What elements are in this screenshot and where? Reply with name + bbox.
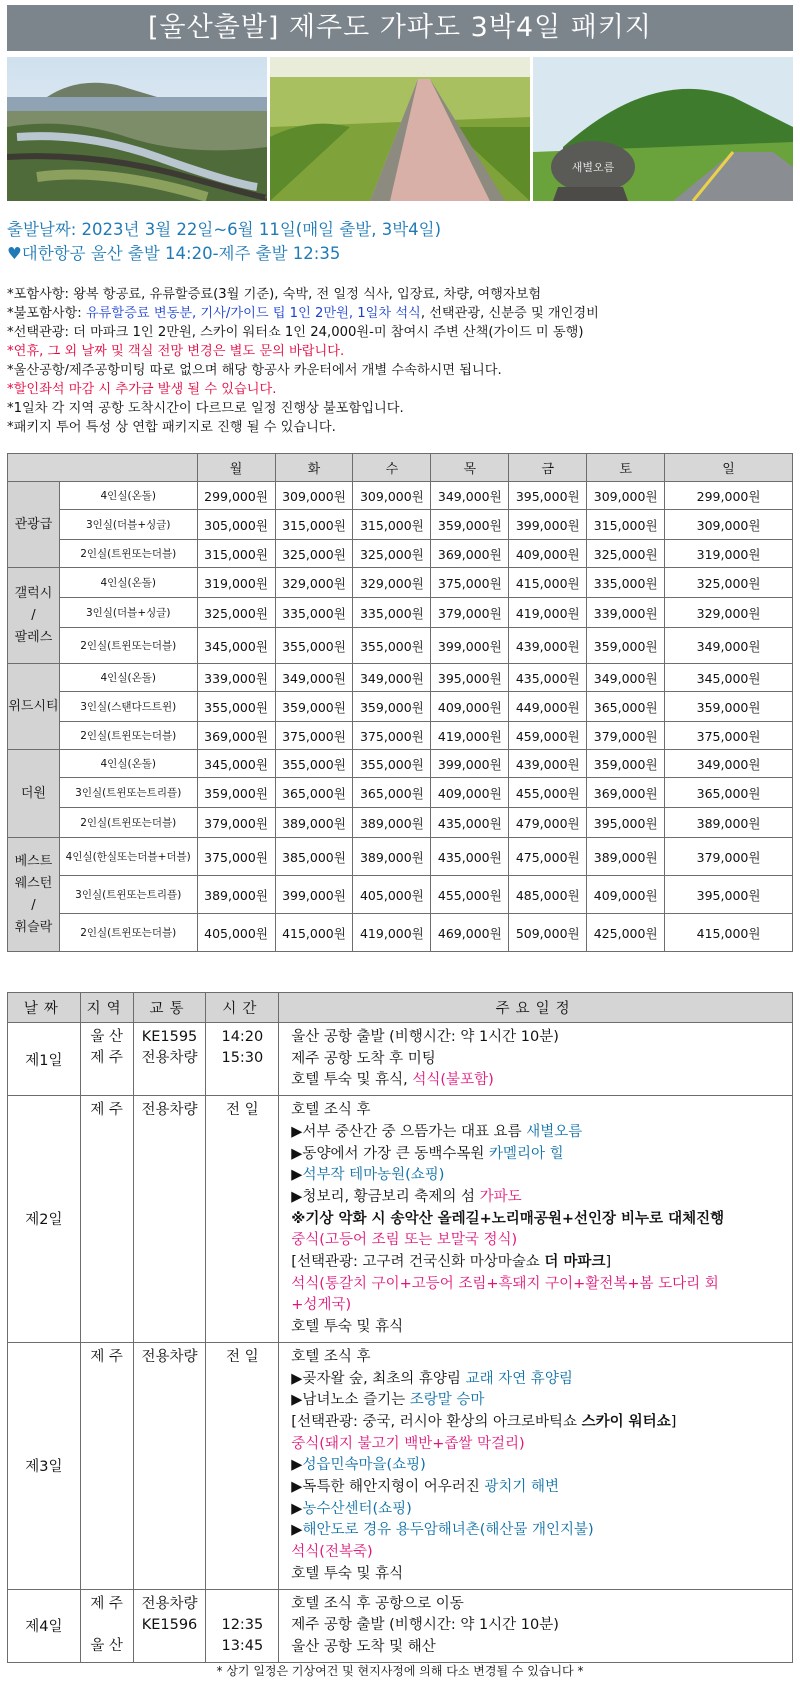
saebyeol-oreum-photo: [533, 57, 793, 201]
price-cell: 325,000원: [587, 540, 665, 568]
hotel-group-text: 갤럭시 / 팔레스: [14, 585, 53, 645]
itinerary-line: [291, 1477, 786, 1499]
price-cell: 389,000원: [587, 838, 665, 876]
price-cell: 369,000원: [431, 540, 509, 568]
price-cell: 395,000원: [431, 664, 509, 692]
room-type: 3인실(스탠다드트윈): [59, 692, 197, 722]
itinerary-text: 농수산센터(쇼핑): [302, 1500, 412, 1517]
note-excluded-prefix: *불포함사항:: [7, 306, 86, 321]
itinerary-line: [291, 1564, 786, 1586]
price-cell: 329,000원: [275, 568, 353, 598]
itinerary-text: 석식(불포함): [412, 1072, 494, 1089]
price-cell: 379,000원: [197, 808, 275, 838]
price-cell: 375,000원: [665, 722, 793, 750]
itinerary-text: 더 마파크: [544, 1254, 606, 1271]
itinerary-text: 조랑말 승마: [409, 1392, 485, 1409]
price-cell: 399,000원: [509, 510, 587, 540]
region-cell-text: 제 주 울 산: [90, 1595, 123, 1654]
price-cell: 375,000원: [353, 722, 431, 750]
price-cell: 349,000원: [275, 664, 353, 692]
price-cell: 389,000원: [353, 838, 431, 876]
day-label: [8, 1096, 81, 1343]
price-cell: 309,000원: [353, 482, 431, 510]
day-label: [8, 1589, 81, 1662]
room-type: 3인실(트윈또는트리플): [59, 876, 197, 914]
room-type: 4인실(온돌): [59, 482, 197, 510]
transport-cell-text: 전용차량 KE1596: [141, 1595, 198, 1633]
price-cell: 345,000원: [665, 664, 793, 692]
itinerary-text: 호텔 투숙 및 휴식: [291, 1565, 404, 1582]
itinerary-text: ▶청보리, 황금보리 축제의 섬: [291, 1188, 480, 1205]
itinerary-text: ▶: [291, 1500, 303, 1517]
seongsan-coast-photo: [7, 57, 267, 201]
room-type: 2인실(트윈또는더블): [59, 628, 197, 664]
price-cell: 335,000원: [353, 598, 431, 628]
time-cell-text: 14:20 15:30: [221, 1029, 264, 1066]
price-cell: 359,000원: [353, 692, 431, 722]
price-cell: 349,000원: [431, 482, 509, 510]
departure-info: [7, 218, 441, 266]
hotel-group-label: [8, 568, 60, 664]
itinerary-text: 호텔 조식 후 공항으로 이동: [291, 1595, 464, 1612]
gapado-path-photo: [270, 57, 530, 201]
price-row: [8, 664, 793, 692]
itinerary-line: [291, 1434, 786, 1456]
price-cell: 379,000원: [431, 598, 509, 628]
time-cell: [206, 1023, 279, 1096]
region-cell: [80, 1096, 133, 1343]
weekday-header: 수: [353, 454, 431, 482]
price-cell: 435,000원: [509, 664, 587, 692]
itinerary-text: [선택관광: 중국, 러시아 환상의 아크로바틱쇼: [291, 1413, 582, 1430]
price-cell: 329,000원: [353, 568, 431, 598]
itinerary-text: 석부작 테마농원(쇼핑): [302, 1167, 445, 1184]
itinerary-text: ]: [670, 1413, 677, 1430]
price-cell: 349,000원: [587, 664, 665, 692]
time-cell-text: 12:35 13:45: [221, 1616, 264, 1654]
price-cell: 455,000원: [431, 876, 509, 914]
time-cell: [206, 1096, 279, 1343]
hotel-group-label: [8, 838, 60, 952]
price-cell: 419,000원: [509, 598, 587, 628]
itinerary-text: ▶: [291, 1167, 303, 1184]
photo-strip: [7, 57, 793, 201]
itinerary-text: 중식(고등어 조림 또는 보말국 정식): [291, 1232, 518, 1249]
itinerary-text: ▶동양에서 가장 큰 동백수목원: [291, 1145, 489, 1162]
price-cell: 355,000원: [353, 628, 431, 664]
price-cell: 355,000원: [275, 628, 353, 664]
price-cell: 309,000원: [665, 510, 793, 540]
region-cell: [80, 1342, 133, 1589]
price-cell: 479,000원: [509, 808, 587, 838]
itinerary-text: 교래 자연 휴양림: [465, 1370, 573, 1387]
itinerary-text: 가파도: [479, 1188, 522, 1205]
price-cell: 359,000원: [587, 628, 665, 664]
price-cell: 449,000원: [509, 692, 587, 722]
transport-cell: [133, 1342, 206, 1589]
itinerary-text: 제주 공항 출발 (비행시간: 약 1시간 10분): [291, 1617, 559, 1634]
weekday-header: 화: [275, 454, 353, 482]
price-row: [8, 750, 793, 778]
price-cell: 339,000원: [587, 598, 665, 628]
itinerary-text: 석식(통갈치 구이+고등어 조림+흑돼지 구이+활전복+봄 도다리 회: [291, 1275, 719, 1292]
time-cell: [206, 1342, 279, 1589]
page-title: [울산출발] 제주도 가파도 3박4일 패키지: [7, 5, 793, 51]
note-arrival: *1일차 각 지역 공항 도착시간이 다르므로 일정 진행상 불포함입니다.: [7, 401, 404, 416]
itinerary-text: ▶: [291, 1522, 303, 1539]
price-cell: 319,000원: [665, 540, 793, 568]
price-cell: 409,000원: [431, 692, 509, 722]
note-excluded: [7, 304, 793, 323]
note-excluded-suffix: , 선택관광, 신분증 및 개인경비: [420, 306, 599, 321]
itinerary-line: [291, 1165, 786, 1187]
weekday-header: 목: [431, 454, 509, 482]
hotel-group-label: [8, 482, 60, 568]
price-cell: 299,000원: [197, 482, 275, 510]
itinerary-line: [291, 1594, 786, 1616]
room-type: 3인실(더블+싱글): [59, 598, 197, 628]
time-cell-text: 전 일: [226, 1348, 259, 1365]
price-cell: 359,000원: [431, 510, 509, 540]
price-cell: 325,000원: [353, 540, 431, 568]
itinerary-line: [291, 1252, 786, 1274]
departure-flight: ♥대한항공 울산 출발 14:20-제주 출발 12:35: [7, 244, 341, 263]
price-row: [8, 808, 793, 838]
note-excluded-highlight: 유류할증료 변동분, 기사/가이드 팁 1인 2만원, 1일차 석식: [85, 306, 421, 321]
region-cell-text: 제 주: [90, 1102, 123, 1119]
price-cell: 435,000원: [431, 808, 509, 838]
price-cell: 325,000원: [197, 598, 275, 628]
itinerary-text: 카멜리아 힐: [488, 1145, 564, 1162]
itinerary-cell: [279, 1589, 793, 1662]
room-type: 4인실(온돌): [59, 568, 197, 598]
price-cell: 399,000원: [431, 750, 509, 778]
date-header: 날짜: [8, 993, 81, 1023]
price-cell: 395,000원: [587, 808, 665, 838]
price-cell: 355,000원: [275, 750, 353, 778]
itinerary-line: [291, 1027, 786, 1049]
price-cell: 409,000원: [587, 876, 665, 914]
price-cell: 325,000원: [665, 568, 793, 598]
price-cell: 375,000원: [275, 722, 353, 750]
room-type: 2인실(트윈또는더블): [59, 808, 197, 838]
departure-dates: 출발날짜: 2023년 3월 22일~6월 11일(매일 출발, 3박4일): [7, 220, 442, 239]
price-cell: 485,000원: [509, 876, 587, 914]
price-cell: 399,000원: [431, 628, 509, 664]
hotel-group-label: [8, 750, 60, 838]
schedule-table: [7, 992, 793, 1663]
itinerary-line: [291, 1144, 786, 1166]
room-type: 3인실(더블+싱글): [59, 510, 197, 540]
price-cell: 369,000원: [587, 778, 665, 808]
price-cell: 325,000원: [275, 540, 353, 568]
price-cell: 389,000원: [665, 808, 793, 838]
itinerary-line: [291, 1390, 786, 1412]
note-joint: *패키지 투어 특성 상 연합 패키지로 진행 될 수 있습니다.: [7, 420, 336, 435]
price-cell: 315,000원: [353, 510, 431, 540]
price-cell: 359,000원: [197, 778, 275, 808]
price-cell: 475,000원: [509, 838, 587, 876]
hotel-group-text: 위드시티: [8, 698, 59, 714]
weekday-header: 월: [197, 454, 275, 482]
itinerary-line: [291, 1317, 786, 1339]
notes-section: [7, 285, 793, 437]
room-type: 3인실(트윈또는트리플): [59, 778, 197, 808]
itinerary-text: 울산 공항 출발 (비행시간: 약 1시간 10분): [291, 1029, 559, 1045]
itinerary-text: ▶독특한 해안지형이 어우러진: [291, 1479, 485, 1496]
itinerary-line: [291, 1295, 786, 1317]
price-cell: 355,000원: [353, 750, 431, 778]
price-cell: 455,000원: [509, 778, 587, 808]
price-cell: 355,000원: [197, 692, 275, 722]
itinerary-cell: [279, 1023, 793, 1096]
price-cell: 365,000원: [665, 778, 793, 808]
price-cell: 379,000원: [587, 722, 665, 750]
itinerary-text: 호텔 조식 후: [291, 1102, 371, 1119]
price-cell: 309,000원: [587, 482, 665, 510]
region-cell-text: 제 주: [90, 1348, 123, 1365]
itinerary-text: 호텔 조식 후: [291, 1348, 371, 1365]
price-cell: 399,000원: [275, 876, 353, 914]
itinerary-line: [291, 1542, 786, 1564]
region-cell: [80, 1589, 133, 1662]
saebyeol-oreum-stone-label: 새별오름: [571, 161, 615, 174]
price-cell: 359,000원: [587, 750, 665, 778]
itinerary-text: 해안도로 경유 용두암해녀촌(해산물 개인지불): [302, 1522, 594, 1539]
price-cell: 335,000원: [587, 568, 665, 598]
transport-cell: [133, 1096, 206, 1343]
hotel-group-text: 베스트 웨스턴 / 휘슬락: [14, 853, 53, 935]
day-label-text: 제1일: [25, 1052, 63, 1069]
price-cell: 315,000원: [275, 510, 353, 540]
price-cell: 315,000원: [587, 510, 665, 540]
hotel-group-text: 관광급: [14, 516, 53, 532]
transport-cell: [133, 1589, 206, 1662]
footnote: * 상기 일정은 기상여건 및 현지사정에 의해 다소 변경될 수 있습니다 *: [216, 1664, 584, 1678]
hotel-group-text: 더원: [20, 785, 46, 801]
price-cell: 315,000원: [197, 540, 275, 568]
price-cell: 375,000원: [431, 568, 509, 598]
itinerary-line: [291, 1049, 786, 1071]
itinerary-text: 스카이 워터쇼: [581, 1413, 671, 1430]
transport-cell: [133, 1023, 206, 1096]
time-header: 시간: [206, 993, 279, 1023]
price-cell: 359,000원: [665, 692, 793, 722]
price-cell: 385,000원: [275, 838, 353, 876]
region-cell: [80, 1023, 133, 1096]
itinerary-line: [291, 1499, 786, 1521]
weekday-header: 일: [665, 454, 793, 482]
price-cell: 345,000원: [197, 628, 275, 664]
itinerary-text: ▶서부 중산간 중 으뜸가는 대표 요름: [291, 1123, 527, 1140]
price-cell: 405,000원: [353, 876, 431, 914]
schedule-day-row: [8, 1589, 793, 1662]
itinerary-line: [291, 1520, 786, 1542]
price-cell: 409,000원: [509, 540, 587, 568]
price-cell: 435,000원: [431, 838, 509, 876]
itinerary-line: [291, 1100, 786, 1122]
price-cell: 395,000원: [509, 482, 587, 510]
price-cell: 369,000원: [197, 722, 275, 750]
region-cell-text: 울 산 제 주: [90, 1029, 123, 1066]
price-row: [8, 722, 793, 750]
price-cell: 409,000원: [431, 778, 509, 808]
price-cell: 419,000원: [353, 914, 431, 952]
note-meeting: *울산공항/제주공항미팅 따로 없으며 해당 항공사 카운터에서 개별 수속하시면 됩니다.: [7, 363, 502, 378]
price-cell: 439,000원: [509, 750, 587, 778]
itinerary-line: [291, 1187, 786, 1209]
price-cell: 365,000원: [353, 778, 431, 808]
room-type: 4인실(온돌): [59, 750, 197, 778]
room-type: 2인실(트윈또는더블): [59, 914, 197, 952]
day-label-text: 제4일: [25, 1619, 63, 1636]
itinerary-text: 새별오름: [526, 1123, 583, 1140]
schedule-day-row: [8, 1023, 793, 1096]
price-row: [8, 778, 793, 808]
price-cell: 389,000원: [353, 808, 431, 838]
itinerary-line: [291, 1230, 786, 1252]
price-row: [8, 482, 793, 510]
itinerary-cell: [279, 1342, 793, 1589]
itinerary-line: [291, 1615, 786, 1637]
room-type: 4인실(온돌): [59, 664, 197, 692]
price-cell: 305,000원: [197, 510, 275, 540]
price-cell: 339,000원: [197, 664, 275, 692]
day-label: [8, 1342, 81, 1589]
schedule-day-row: [8, 1342, 793, 1589]
price-cell: 425,000원: [587, 914, 665, 952]
itinerary-text: +성게국): [291, 1297, 352, 1314]
price-cell: 329,000원: [665, 598, 793, 628]
price-cell: 379,000원: [665, 838, 793, 876]
price-cell: 389,000원: [275, 808, 353, 838]
price-cell: 415,000원: [275, 914, 353, 952]
region-header: 지역: [80, 993, 133, 1023]
price-row: [8, 692, 793, 722]
itinerary-header: 주요일정: [279, 993, 793, 1023]
time-cell: [206, 1589, 279, 1662]
price-cell: 365,000원: [275, 778, 353, 808]
price-row: [8, 510, 793, 540]
itinerary-line: [291, 1455, 786, 1477]
price-cell: 419,000원: [431, 722, 509, 750]
itinerary-text: 중식(돼지 불고기 백반+좁쌀 막걸리): [291, 1435, 525, 1452]
room-type: 4인실(한실또는더블+더블): [59, 838, 197, 876]
hotel-group-label: [8, 664, 60, 750]
itinerary-text: ]: [605, 1254, 612, 1271]
itinerary-line: [291, 1122, 786, 1144]
itinerary-cell: [279, 1096, 793, 1343]
itinerary-text: 광치기 해변: [484, 1479, 559, 1496]
price-cell: 299,000원: [665, 482, 793, 510]
room-type: 2인실(트윈또는더블): [59, 722, 197, 750]
schedule-day-row: [8, 1096, 793, 1343]
price-cell: 345,000원: [197, 750, 275, 778]
price-cell: 349,000원: [665, 750, 793, 778]
weekday-header: 금: [509, 454, 587, 482]
note-holiday: *연휴, 그 외 날짜 및 객실 전망 변경은 별도 문의 바랍니다.: [7, 344, 345, 359]
price-cell: 415,000원: [665, 914, 793, 952]
itinerary-line: [291, 1412, 786, 1434]
price-cell: 405,000원: [197, 914, 275, 952]
itinerary-text: 성읍민속마을(쇼핑): [302, 1457, 426, 1474]
itinerary-line: [291, 1274, 786, 1296]
note-optional: *선택관광: 더 마파크 1인 2만원, 스카이 워터쇼 1인 24,000원-미 참여시 주변 산책(가이드 미 동행): [7, 325, 584, 340]
price-row: [8, 838, 793, 876]
price-cell: 359,000원: [275, 692, 353, 722]
price-cell: 469,000원: [431, 914, 509, 952]
price-cell: 319,000원: [197, 568, 275, 598]
itinerary-text: ▶곶자왈 숲, 최초의 휴양림: [291, 1370, 466, 1387]
room-type: 2인실(트윈또는더블): [59, 540, 197, 568]
itinerary-text: 제주 공항 도착 후 미팅: [291, 1050, 436, 1067]
day-label-text: 제2일: [25, 1212, 63, 1229]
transport-header: 교통: [133, 993, 206, 1023]
itinerary-text: 호텔 투숙 및 휴식,: [291, 1072, 413, 1089]
itinerary-text: [선택관광: 고구려 건국신화 마상마술쇼: [291, 1254, 545, 1271]
note-discount: *할인좌석 마감 시 추가금 발생 될 수 있습니다.: [7, 382, 277, 397]
itinerary-line: [291, 1347, 786, 1369]
price-row: [8, 568, 793, 598]
price-header-empty: [8, 454, 198, 482]
itinerary-text: ▶남녀노소 즐기는: [291, 1392, 410, 1409]
price-cell: 389,000원: [197, 876, 275, 914]
note-included: *포함사항: 왕복 항공료, 유류할증료(3월 기준), 숙박, 전 일정 식사, 입장료, 차량, 여행자보험: [7, 287, 542, 302]
price-row: [8, 628, 793, 664]
price-row: [8, 876, 793, 914]
price-cell: 395,000원: [665, 876, 793, 914]
itinerary-text: ▶: [291, 1457, 303, 1474]
price-cell: 439,000원: [509, 628, 587, 664]
itinerary-line: [291, 1369, 786, 1391]
price-cell: 365,000원: [587, 692, 665, 722]
weekday-header: 토: [587, 454, 665, 482]
itinerary-text: ※기상 악화 시 송악산 올레길+노리매공원+선인장 비누로 대체진행: [291, 1210, 725, 1227]
transport-cell-text: KE1595 전용차량: [141, 1029, 198, 1066]
itinerary-text: 호텔 투숙 및 휴식: [291, 1319, 404, 1336]
price-cell: 349,000원: [353, 664, 431, 692]
itinerary-text: 울산 공항 도착 및 해산: [291, 1638, 436, 1655]
price-row: [8, 598, 793, 628]
day-label: [8, 1023, 81, 1096]
itinerary-line: [291, 1637, 786, 1659]
itinerary-line: [291, 1070, 786, 1092]
itinerary-line: [291, 1209, 786, 1231]
transport-cell-text: 전용차량: [141, 1102, 198, 1119]
price-cell: 335,000원: [275, 598, 353, 628]
day-label-text: 제3일: [25, 1459, 63, 1476]
price-cell: 459,000원: [509, 722, 587, 750]
transport-cell-text: 전용차량: [141, 1348, 198, 1365]
time-cell-text: 전 일: [226, 1102, 259, 1119]
price-cell: 309,000원: [275, 482, 353, 510]
price-cell: 415,000원: [509, 568, 587, 598]
itinerary-text: 석식(전복죽): [291, 1544, 373, 1561]
price-table: [7, 453, 793, 952]
price-row: [8, 540, 793, 568]
price-row: [8, 914, 793, 952]
price-cell: 349,000원: [665, 628, 793, 664]
price-cell: 375,000원: [197, 838, 275, 876]
price-cell: 509,000원: [509, 914, 587, 952]
